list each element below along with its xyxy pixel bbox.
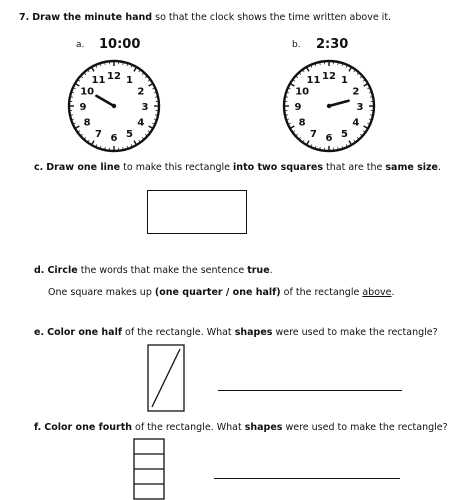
- sentence-choice[interactable]: (one quarter / one half): [154, 287, 281, 298]
- clock-a-numeral: 3: [141, 102, 149, 113]
- part-e-bold-3: shapes: [234, 327, 273, 338]
- part-d-period: .: [269, 265, 273, 276]
- part-d-instruction: [34, 265, 273, 276]
- clock-a: [66, 58, 162, 154]
- clock-a-time: 10:00: [99, 37, 141, 52]
- sentence-period: .: [391, 287, 395, 298]
- clock-b-time: 2:30: [316, 37, 349, 52]
- clock-a-center-pin: [112, 104, 116, 108]
- clock-b-label: b.: [292, 40, 301, 50]
- part-f-text-2: of the rectangle. What: [135, 422, 242, 433]
- clock-b-numeral: 3: [356, 102, 364, 113]
- clock-b-center-pin: [327, 104, 331, 108]
- part-f-bold-3: shapes: [244, 422, 283, 433]
- clock-a-numeral: 4: [137, 117, 145, 129]
- part-d-sentence: [48, 287, 395, 298]
- part-d-text-2: the words that make the sentence: [80, 265, 245, 276]
- clock-b-numeral: 12: [322, 71, 336, 82]
- clock-a-numeral: 11: [91, 75, 106, 87]
- part-d-bold-1: Circle: [47, 265, 78, 276]
- part-f-text-4: were used to make the rectangle?: [285, 422, 448, 433]
- clock-b-numeral: 2: [352, 86, 360, 98]
- part-c-bold-5: same size: [385, 162, 438, 173]
- rectangle-e-diagonal: [152, 349, 180, 407]
- part-c-instruction: [34, 162, 441, 173]
- part-c-bold-3: into two squares: [233, 162, 324, 173]
- clock-b-numeral: 10: [295, 86, 310, 98]
- answer-line-e[interactable]: [218, 390, 402, 391]
- part-f-instruction: [34, 422, 448, 433]
- clock-b-numeral: 11: [306, 75, 321, 87]
- rectangle-c[interactable]: [147, 190, 247, 234]
- sentence-underlined: above: [362, 287, 392, 298]
- part-e-instruction: [34, 327, 438, 338]
- part-e-text-2: of the rectangle. What: [125, 327, 232, 338]
- part-c-label: c.: [34, 162, 44, 173]
- part-e-text-4: were used to make the rectangle?: [275, 327, 438, 338]
- part-f-label: f.: [34, 422, 42, 433]
- clock-a-numeral: 9: [79, 102, 87, 113]
- clock-b-numeral: 4: [352, 117, 360, 129]
- part-e-label: e.: [34, 327, 45, 338]
- clock-b-numeral: 6: [325, 133, 333, 144]
- clock-a-numeral: 12: [107, 71, 121, 82]
- clock-a-numeral: 8: [83, 117, 91, 129]
- clock-a-numeral: 5: [126, 128, 133, 140]
- clock-a-label: a.: [76, 40, 85, 50]
- clock-a-numeral: 10: [80, 86, 95, 98]
- part-d-label: d.: [34, 265, 45, 276]
- clock-b-numeral: 1: [341, 75, 348, 87]
- question-7: [19, 12, 391, 23]
- instruction-rest: so that the clock shows the time written above it.: [155, 12, 392, 23]
- clock-a-numeral: 1: [126, 75, 133, 87]
- part-e-bold-1: Color one half: [47, 327, 122, 338]
- sentence-part-3: of the rectangle: [283, 287, 360, 298]
- clock-b-numeral: 9: [294, 102, 302, 113]
- clock-b-numeral: 5: [341, 128, 348, 140]
- sentence-part-1: One square makes up: [48, 287, 152, 298]
- part-f-bold-1: Color one fourth: [44, 422, 132, 433]
- clock-b-numeral: 8: [298, 117, 306, 129]
- part-c-text-2: to make this rectangle: [123, 162, 231, 173]
- instruction-bold: Draw the minute hand: [32, 12, 153, 23]
- part-c-text-4: that are the: [326, 162, 383, 173]
- rectangle-f[interactable]: [133, 438, 165, 500]
- part-c-period: .: [437, 162, 442, 173]
- rectangle-e[interactable]: [147, 344, 185, 412]
- answer-line-f[interactable]: [214, 478, 400, 479]
- part-d-bold-3: true: [247, 265, 270, 276]
- clock-a-numeral: 2: [137, 86, 145, 98]
- part-c-bold-1: Draw one line: [46, 162, 121, 173]
- clock-a-numeral: 6: [110, 133, 118, 144]
- clock-a-numeral: 7: [95, 128, 102, 140]
- question-number: 7.: [19, 12, 30, 23]
- clock-b: [281, 58, 377, 154]
- clock-b-numeral: 7: [310, 128, 317, 140]
